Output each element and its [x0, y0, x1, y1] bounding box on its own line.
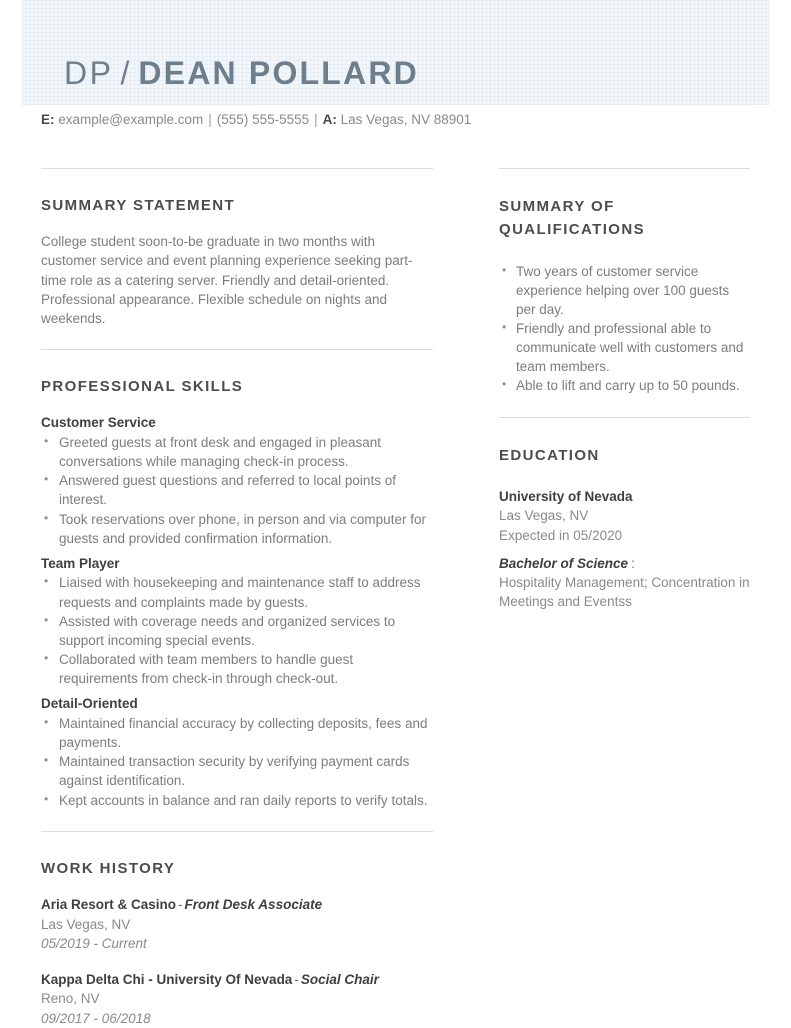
- job-dates: 09/2017 - 06/2018: [41, 1010, 151, 1026]
- email-label: E:: [41, 112, 55, 127]
- work-history-entry: [41, 895, 433, 953]
- skill-bullet-list: [41, 714, 433, 810]
- list-item: • Answered guest questions and referred to local points of interest.: [41, 471, 433, 509]
- phone-value: (555) 555-5555: [216, 112, 310, 127]
- divider-education: [499, 417, 750, 418]
- summary-section-title: SUMMARY STATEMENT: [41, 197, 236, 214]
- education-school: University of Nevada: [499, 488, 633, 504]
- divider-qualifications: [499, 168, 750, 169]
- skills-section: [41, 376, 433, 810]
- contact-line: [41, 112, 471, 128]
- list-item: • Assisted with coverage needs and organized services to support incoming special events.: [41, 612, 433, 650]
- list-item: • Greeted guests at front desk and engaged in pleasant conversations while managing check-in process.: [41, 433, 433, 471]
- work-history-entry: [41, 970, 433, 1028]
- job-location: Las Vegas, NV: [41, 916, 131, 932]
- job-title-line: [41, 970, 433, 990]
- skill-bullet-list: [41, 433, 433, 548]
- education-degree-colon: :: [631, 555, 635, 571]
- full-name-text: DEAN POLLARD: [138, 55, 419, 91]
- summary-text: College student soon-to-be graduate in two months with customer service and event planning experience seeking part-time role as a catering server. Friendly and detail-oriented. Professional appearance. Flexible schedule on nights and weekends.: [41, 234, 413, 326]
- work-history-section-title: WORK HISTORY: [41, 859, 176, 877]
- skill-group: [41, 554, 433, 689]
- address-value: Las Vegas, NV 88901: [340, 112, 472, 127]
- list-item: • Kept accounts in balance and ran daily reports to verify totals.: [41, 791, 433, 810]
- work-history-section: [41, 858, 433, 1028]
- contact-separator-2: |: [314, 112, 318, 127]
- list-item: • Able to lift and carry up to 50 pounds.: [499, 376, 750, 395]
- job-dash: -: [294, 971, 299, 987]
- education-degree: Bachelor of Science: [499, 555, 629, 571]
- list-item: • Liaised with housekeeping and maintenance staff to address requests and complaints made by guests.: [41, 573, 433, 611]
- job-role: Front Desk Associate: [184, 897, 323, 913]
- education-field: Hospitality Management; Concentration in Meetings and Eventss: [499, 575, 750, 610]
- name-heading: [64, 57, 419, 89]
- skill-bullet-list: [41, 573, 433, 688]
- divider-summary: [41, 168, 433, 169]
- right-column: [499, 168, 750, 612]
- job-location: Reno, NV: [41, 991, 100, 1007]
- summary-section: [41, 195, 433, 328]
- divider-skills: [41, 349, 433, 350]
- name-separator: /: [120, 55, 130, 91]
- initials-text: DP: [64, 55, 114, 91]
- header-band: [22, 0, 770, 105]
- list-item: • Maintained transaction security by verifying payment cards against identification.: [41, 752, 433, 790]
- list-item: • Friendly and professional able to communicate well with customers and team members.: [499, 319, 750, 376]
- qualifications-section-title: SUMMARY OF QUALIFICATIONS: [499, 198, 645, 239]
- education-section: [499, 444, 750, 612]
- job-role: Social Chair: [300, 971, 379, 987]
- skills-section-title: PROFESSIONAL SKILLS: [41, 378, 244, 396]
- skill-group-name: Team Player: [41, 555, 120, 571]
- list-item: • Maintained financial accuracy by collecting deposits, fees and payments.: [41, 714, 433, 752]
- job-organization: Aria Resort & Casino: [41, 897, 177, 913]
- job-dash: -: [178, 897, 183, 913]
- skill-group-name: Customer Service: [41, 415, 156, 431]
- list-item: • Took reservations over phone, in person and via computer for guests and provided confirmation information.: [41, 510, 433, 548]
- contact-separator-1: |: [208, 112, 212, 127]
- skill-group: [41, 413, 433, 548]
- email-value: example@example.com: [58, 112, 204, 127]
- job-title-line: [41, 895, 433, 915]
- list-item: • Collaborated with team members to handle guest requirements from check-in through check-out.: [41, 650, 433, 688]
- skill-group-name: Detail-Oriented: [41, 696, 138, 712]
- address-label: A:: [322, 112, 337, 127]
- divider-work-history: [41, 831, 433, 832]
- skill-group: [41, 694, 433, 809]
- qualifications-bullet-list: [499, 262, 750, 396]
- left-column: [41, 168, 433, 1028]
- job-organization: Kappa Delta Chi - University Of Nevada: [41, 971, 293, 987]
- education-section-title: EDUCATION: [499, 446, 600, 464]
- job-dates: 05/2019 - Current: [41, 935, 147, 951]
- education-location: Las Vegas, NV: [499, 508, 589, 524]
- qualifications-section: [499, 195, 750, 396]
- list-item: • Two years of customer service experience helping over 100 guests per day.: [499, 262, 750, 319]
- education-expected-date: Expected in 05/2020: [499, 527, 623, 543]
- education-degree-line: [499, 554, 750, 574]
